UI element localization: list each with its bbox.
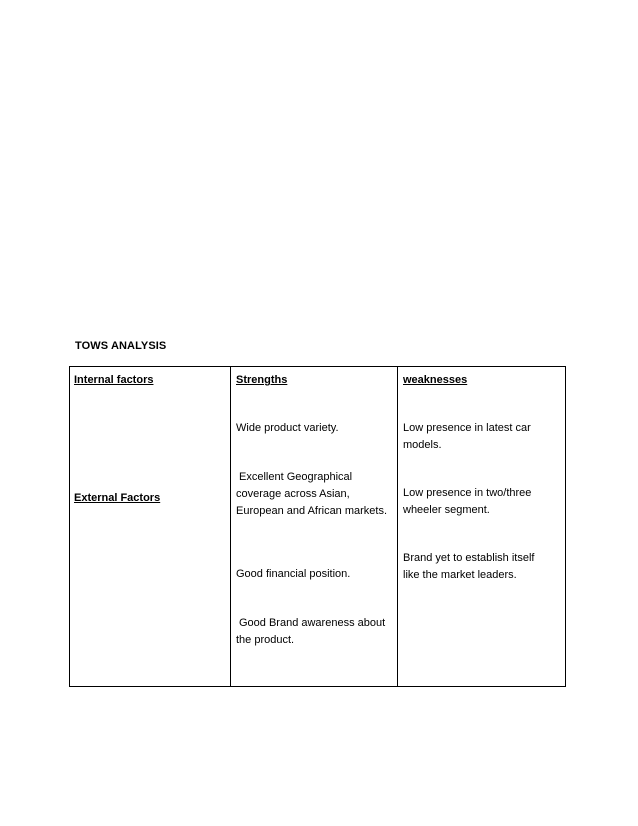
strengths-header: Strengths [236, 374, 288, 386]
table-row [70, 367, 566, 687]
strengths-column [231, 367, 398, 687]
external-factors-label: External Factors [74, 492, 161, 504]
weakness-item: Low presence in latest car models. [403, 422, 531, 451]
strength-item: Wide product variety. [236, 422, 339, 434]
strength-item: Good Brand awareness about the product. [236, 617, 386, 646]
factors-column [70, 367, 231, 687]
tows-table [69, 366, 566, 687]
weaknesses-column [398, 367, 566, 687]
strength-item: Excellent Geographical coverage across Asian, European and African markets. [236, 471, 388, 517]
weaknesses-header: weaknesses [403, 374, 468, 386]
document-title: TOWS ANALYSIS [75, 340, 167, 352]
internal-factors-label: Internal factors [74, 374, 154, 386]
weakness-item: Brand yet to establish itself like the market leaders. [403, 552, 535, 581]
weakness-item: Low presence in two/three wheeler segment. [403, 487, 532, 516]
strength-item: Good financial position. [236, 568, 351, 580]
